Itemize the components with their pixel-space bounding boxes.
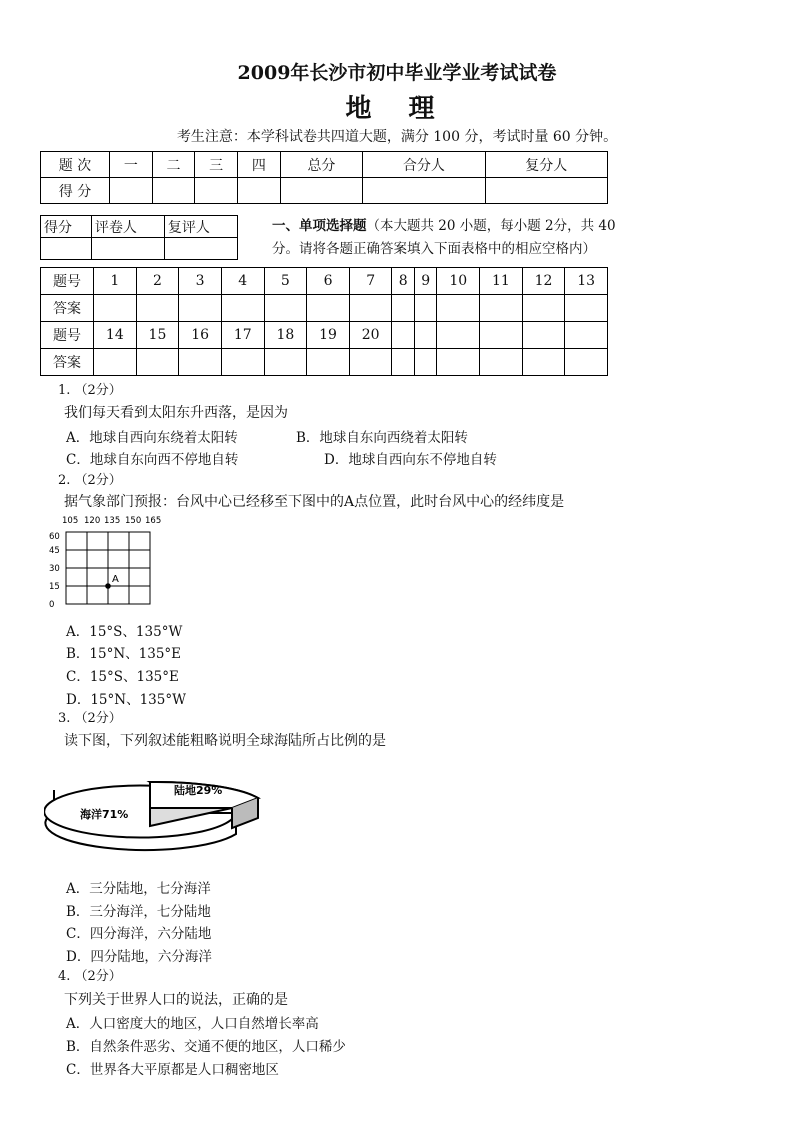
land-ocean-pie-chart <box>44 768 274 868</box>
score-header-cell: 三 <box>195 152 238 178</box>
exam-title: 2009年长沙市初中毕业学业考试试卷 <box>237 62 557 84</box>
answer-cell[interactable] <box>221 295 264 322</box>
score-cell[interactable] <box>110 178 153 204</box>
question-number: 5 <box>264 268 307 295</box>
grid-lat-label: 30 <box>49 564 60 574</box>
question-number: 10 <box>437 268 480 295</box>
answer-cell[interactable] <box>264 295 307 322</box>
answer-cell[interactable] <box>522 295 565 322</box>
q1-option-c: C．地球自东向西不停地自转 <box>66 452 239 468</box>
score-table-score-row <box>41 178 608 204</box>
question-number: 9 <box>414 268 436 295</box>
q3-option-b: B．三分海洋，七分陆地 <box>66 904 211 920</box>
answer-cell[interactable] <box>94 295 137 322</box>
grader-entry-row <box>41 238 238 260</box>
empty-cell <box>437 322 480 349</box>
question-number: 6 <box>307 268 350 295</box>
question-number: 1 <box>94 268 137 295</box>
score-cell[interactable] <box>152 178 195 204</box>
q1-option-d: D．地球自西向东不停地自转 <box>324 452 497 468</box>
answer-cell[interactable] <box>179 349 222 376</box>
grader-cell[interactable] <box>91 238 164 260</box>
score-cell[interactable] <box>238 178 281 204</box>
answer-table <box>40 267 608 376</box>
q1-text: 我们每天看到太阳东升西落，是因为 <box>64 405 288 421</box>
answer-cell[interactable] <box>136 349 179 376</box>
q2-option-b: B．15°N、135°E <box>66 646 182 662</box>
q2-option-c: C．15°S、135°E <box>66 669 179 685</box>
score-header-cell: 复分人 <box>485 152 607 178</box>
question-number: 14 <box>94 322 137 349</box>
question-number: 4 <box>221 268 264 295</box>
answer-cell[interactable] <box>94 349 137 376</box>
answer-row-label: 答案 <box>41 349 94 376</box>
question-number: 18 <box>264 322 307 349</box>
lat-lon-grid <box>44 511 174 611</box>
grader-table <box>40 215 238 260</box>
answer-cell[interactable] <box>307 295 350 322</box>
score-header-cell: 合分人 <box>363 152 485 178</box>
empty-cell <box>392 322 414 349</box>
ocean-label: 海洋71% <box>80 808 129 821</box>
score-header-cell: 一 <box>110 152 153 178</box>
q1-option-b: B．地球自东向西绕着太阳转 <box>296 430 468 446</box>
answer-cell[interactable] <box>307 349 350 376</box>
q2-option-d: D．15°N、135°W <box>66 692 186 708</box>
question-number: 11 <box>480 268 523 295</box>
grid-lon-label: 135 <box>104 516 121 526</box>
question-number: 13 <box>565 268 608 295</box>
section1-heading <box>272 215 628 261</box>
q3-text: 读下图，下列叙述能粗略说明全球海陆所占比例的是 <box>64 733 386 749</box>
grid-lon-label: 105 <box>62 516 79 526</box>
score-table <box>40 151 608 204</box>
question-number: 15 <box>136 322 179 349</box>
grid-lat-label: 45 <box>49 546 60 556</box>
empty-cell <box>522 322 565 349</box>
q4-option-c: C．世界各大平原都是人口稠密地区 <box>66 1062 279 1078</box>
score-header-cell: 题 次 <box>41 152 110 178</box>
answer-cell[interactable] <box>437 295 480 322</box>
question-number: 2 <box>136 268 179 295</box>
grader-cell[interactable] <box>164 238 237 260</box>
q4-text: 下列关于世界人口的说法，正确的是 <box>64 992 288 1008</box>
score-header-cell: 四 <box>238 152 281 178</box>
grader-cell[interactable] <box>41 238 92 260</box>
answer-cell[interactable] <box>179 295 222 322</box>
q4-option-b: B．自然条件恶劣、交通不便的地区，人口稀少 <box>66 1039 346 1055</box>
point-a-label: A <box>112 574 119 585</box>
score-cell[interactable] <box>363 178 485 204</box>
empty-cell <box>565 349 608 376</box>
grid-lon-label: 150 <box>125 516 142 526</box>
empty-cell <box>480 349 523 376</box>
subject-title: 地 理 <box>345 94 449 124</box>
q4-option-a: A．人口密度大的地区，人口自然增长率高 <box>66 1016 319 1032</box>
score-cell[interactable] <box>280 178 363 204</box>
q1-option-a: A．地球自西向东绕着太阳转 <box>66 430 238 446</box>
grader-header-cell: 复评人 <box>164 216 237 238</box>
q2-text: 据气象部门预报：台风中心已经移至下图中的A点位置，此时台风中心的经纬度是 <box>64 494 565 510</box>
question-number: 19 <box>307 322 350 349</box>
answer-cell[interactable] <box>480 295 523 322</box>
grader-header-row <box>41 216 238 238</box>
score-cell[interactable] <box>195 178 238 204</box>
score-row-label: 得 分 <box>41 178 110 204</box>
empty-cell <box>437 349 480 376</box>
q4-number: 4. （2分） <box>58 969 122 984</box>
q3-number: 3. （2分） <box>58 711 122 726</box>
score-cell[interactable] <box>485 178 607 204</box>
q3-option-d: D．四分陆地，六分海洋 <box>66 949 212 965</box>
answer-cell[interactable] <box>221 349 264 376</box>
grader-header-cell: 得分 <box>41 216 92 238</box>
grid-lon-label: 120 <box>84 516 101 526</box>
question-number: 7 <box>349 268 392 295</box>
empty-cell <box>522 349 565 376</box>
score-table-header-row <box>41 152 608 178</box>
point-a-marker <box>105 583 111 589</box>
answer-row-label: 答案 <box>41 295 94 322</box>
grid-lat-label: 15 <box>49 582 60 592</box>
answer-cell[interactable] <box>349 349 392 376</box>
score-header-cell: 总分 <box>280 152 363 178</box>
score-header-cell: 二 <box>152 152 195 178</box>
empty-cell <box>565 322 608 349</box>
grid-lon-label: 165 <box>145 516 162 526</box>
grader-header-cell: 评卷人 <box>91 216 164 238</box>
q3-option-c: C．四分海洋，六分陆地 <box>66 926 212 942</box>
grid-lines <box>66 532 150 604</box>
answer-row-label: 题号 <box>41 322 94 349</box>
answer-cell[interactable] <box>264 349 307 376</box>
grid-lat-label: 0 <box>49 600 55 610</box>
answer-entry-row <box>41 349 608 376</box>
answer-cell[interactable] <box>565 295 608 322</box>
empty-cell <box>414 349 436 376</box>
empty-cell <box>392 349 414 376</box>
answer-cell[interactable] <box>414 295 436 322</box>
exam-notice: 考生注意：本学科试卷共四道大题，满分 100 分，考试时量 60 分钟。 <box>176 129 618 145</box>
answer-cell[interactable] <box>349 295 392 322</box>
question-number: 12 <box>522 268 565 295</box>
section1-heading-instructions: （本大题共 20 小题，每小题 2分，共 40 分。请将各题正确答案填入下面表格中的相应空格内） <box>272 218 616 257</box>
answer-row-label: 题号 <box>41 268 94 295</box>
answer-cell[interactable] <box>136 295 179 322</box>
section1-heading-title: 一、单项选择题 <box>272 218 367 234</box>
q2-option-a: A．15°S、135°W <box>66 624 183 640</box>
q2-number: 2. （2分） <box>58 473 122 488</box>
question-number: 20 <box>349 322 392 349</box>
empty-cell <box>480 322 523 349</box>
question-number: 8 <box>392 268 414 295</box>
question-number: 17 <box>221 322 264 349</box>
land-label: 陆地29% <box>174 784 223 797</box>
question-number: 16 <box>179 322 222 349</box>
empty-cell <box>414 322 436 349</box>
answer-cell[interactable] <box>392 295 414 322</box>
q1-number: 1. （2分） <box>58 383 122 398</box>
answer-number-row <box>41 268 608 295</box>
answer-number-row <box>41 322 608 349</box>
answer-entry-row <box>41 295 608 322</box>
question-number: 3 <box>179 268 222 295</box>
grid-lat-label: 60 <box>49 532 60 542</box>
q3-option-a: A．三分陆地，七分海洋 <box>66 881 211 897</box>
